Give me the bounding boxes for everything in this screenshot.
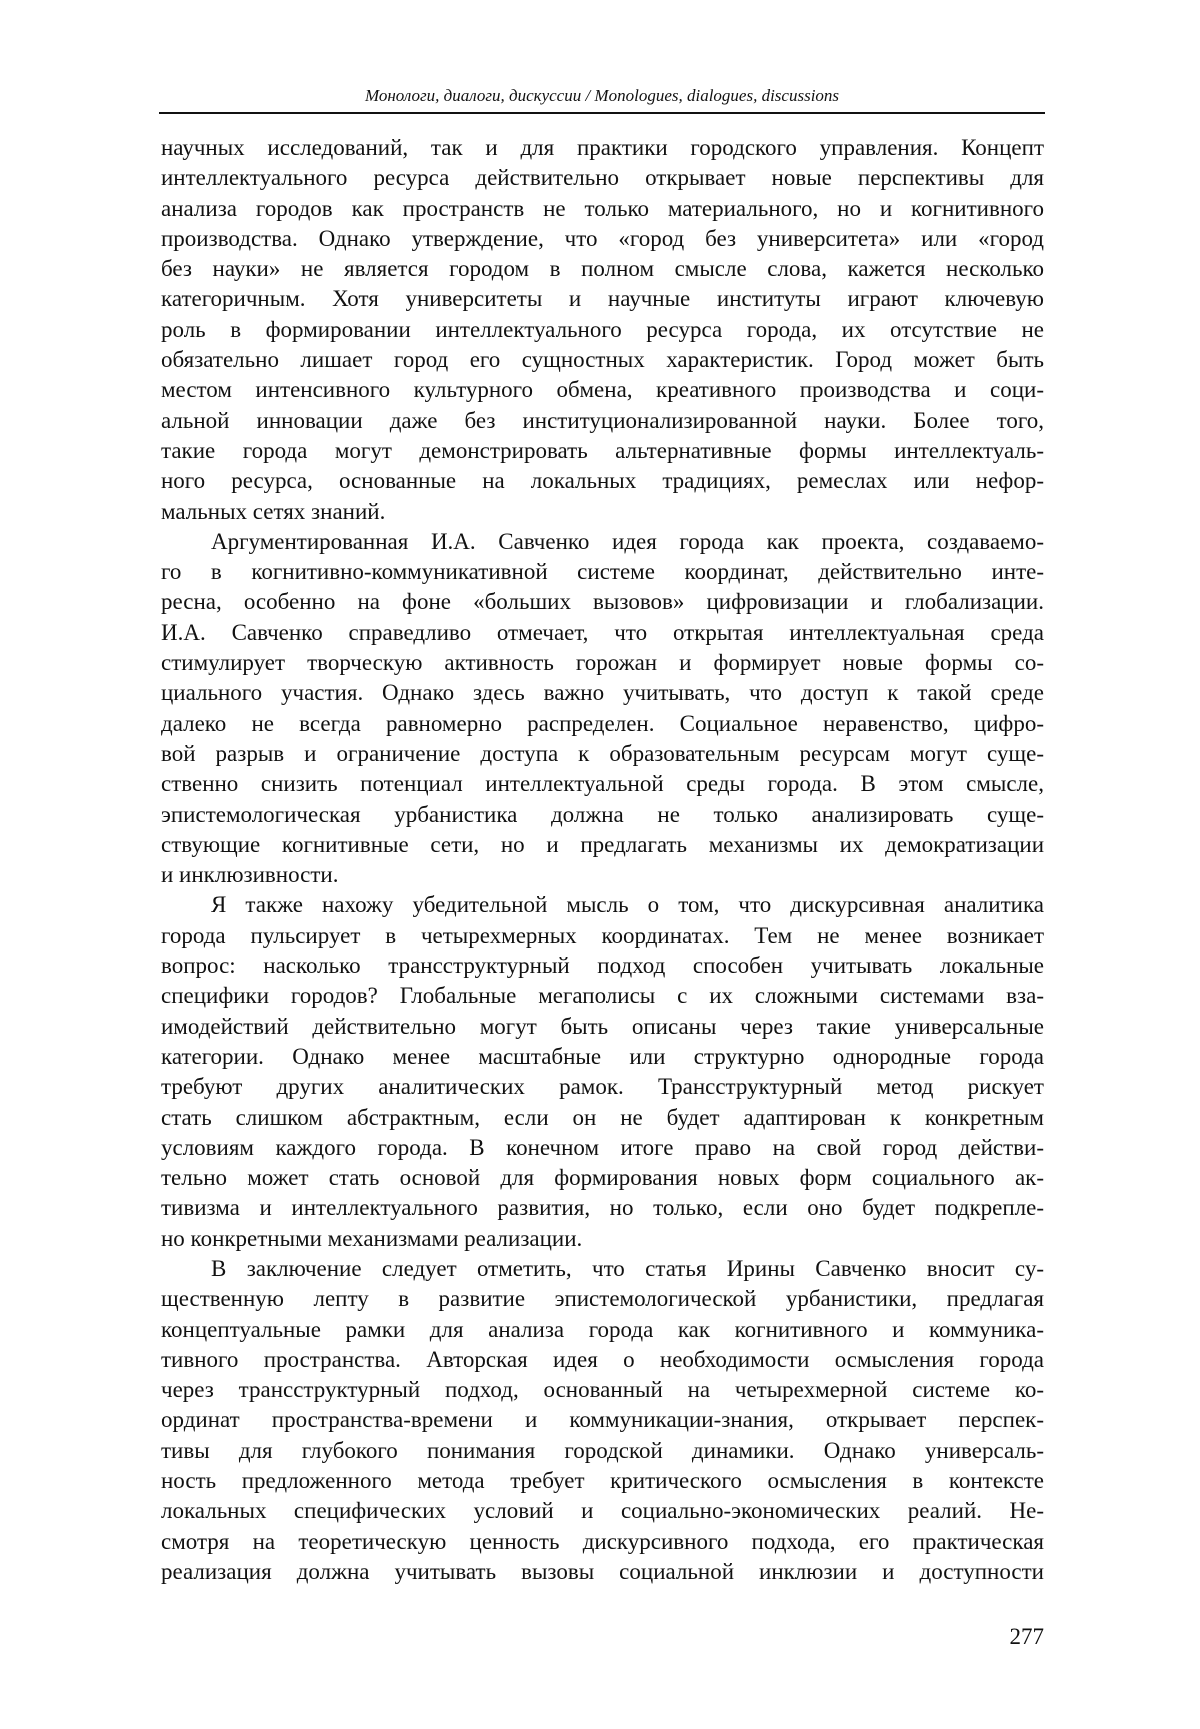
text-line: условиям каждого города. В конечном итоге право на свой город действи- bbox=[161, 1134, 1044, 1160]
text-line: тельно может стать основой для формирования новых форм социального ак- bbox=[161, 1165, 1044, 1191]
text-line: местом интенсивного культурного обмена, креативного производства и соци- bbox=[161, 377, 1044, 403]
text-line: через трансструктурный подход, основанный на четырехмерной системе ко- bbox=[161, 1377, 1044, 1403]
text-line: без науки» не является городом в полном смысле слова, кажется несколько bbox=[161, 256, 1044, 282]
text-line: ординат пространства-времени и коммуникации-знания, открывает перспек- bbox=[161, 1407, 1044, 1433]
text-line: ного ресурса, основанные на локальных традициях, ремеслах или нефор- bbox=[161, 468, 1044, 494]
text-line: Аргументированная И.А. Савченко идея города как проекта, создаваемо- bbox=[211, 528, 1044, 554]
text-line: ствующие когнитивные сети, но и предлагать механизмы их демократизации bbox=[161, 831, 1044, 857]
running-header: Монологи, диалоги, дискуссии / Monologues, dialogues, discussions bbox=[364, 86, 840, 105]
text-line: тивного пространства. Авторская идея о необходимости осмысления города bbox=[161, 1346, 1044, 1372]
text-line: категоричным. Хотя университеты и научные институты играют ключевую bbox=[161, 286, 1044, 312]
text-line: имодействий действительно могут быть описаны через такие универсальные bbox=[161, 1013, 1044, 1039]
text-line: В заключение следует отметить, что статья Ирины Савченко вносит су- bbox=[211, 1255, 1044, 1281]
page-number: 277 bbox=[1009, 1624, 1044, 1649]
text-line: категории. Однако менее масштабные или структурно однородные города bbox=[161, 1043, 1044, 1069]
paragraph bbox=[161, 527, 1044, 891]
text-line: но конкретными механизмами реализации. bbox=[161, 1225, 583, 1251]
text-line: стать слишком абстрактным, если он не будет адаптирован к конкретным bbox=[161, 1104, 1044, 1130]
text-line: обязательно лишает город его сущностных характеристик. Город может быть bbox=[161, 347, 1044, 373]
text-line: ственно снизить потенциал интеллектуальной среды города. В этом смысле, bbox=[161, 771, 1044, 797]
article-body bbox=[161, 133, 1044, 1587]
text-line: вопрос: насколько трансструктурный подход способен учитывать локальные bbox=[161, 953, 1044, 979]
text-line: научных исследований, так и для практики городского управления. Концепт bbox=[161, 135, 1044, 160]
text-line: эпистемологическая урбанистика должна не только анализировать суще- bbox=[161, 801, 1044, 827]
text-line: смотря на теоретическую ценность дискурсивного подхода, его практическая bbox=[161, 1528, 1044, 1554]
text-line: ность предложенного метода требует критического осмысления в контексте bbox=[161, 1468, 1044, 1494]
text-line: локальных специфических условий и социально-экономических реалий. Не- bbox=[161, 1498, 1044, 1524]
paragraph bbox=[161, 890, 1044, 1254]
paragraph bbox=[161, 133, 1044, 527]
text-line: такие города могут демонстрировать альтернативные формы интеллектуаль- bbox=[161, 437, 1044, 463]
text-line: анализа городов как пространств не только материального, но и когнитивного bbox=[161, 195, 1044, 221]
text-line: го в когнитивно-коммуникативной системе координат, действительно инте- bbox=[161, 559, 1044, 585]
text-line: щественную лепту в развитие эпистемологической урбанистики, предлагая bbox=[161, 1286, 1044, 1312]
text-line: и инклюзивности. bbox=[161, 862, 339, 888]
text-line: альной инновации даже без институционализированной науки. Более того, bbox=[161, 407, 1044, 433]
text-line: роль в формировании интеллектуального ресурса города, их отсутствие не bbox=[161, 316, 1044, 342]
text-line: вой разрыв и ограничение доступа к образовательным ресурсам могут суще- bbox=[161, 740, 1044, 766]
text-line: циального участия. Однако здесь важно учитывать, что доступ к такой среде bbox=[161, 680, 1044, 706]
text-line: стимулирует творческую активность горожан и формирует новые формы со- bbox=[161, 650, 1044, 676]
paragraph bbox=[161, 1254, 1044, 1587]
text-line: концептуальные рамки для анализа города как когнитивного и коммуника- bbox=[161, 1316, 1044, 1342]
text-line: реализация должна учитывать вызовы социальной инклюзии и доступности bbox=[161, 1558, 1044, 1584]
text-line: тивизма и интеллектуального развития, но только, если оно будет подкрепле- bbox=[161, 1195, 1044, 1221]
header-rule bbox=[159, 112, 1045, 114]
text-line: И.А. Савченко справедливо отмечает, что открытая интеллектуальная среда bbox=[161, 619, 1044, 645]
text-line: требуют других аналитических рамок. Трансструктурный метод рискует bbox=[161, 1074, 1044, 1100]
text-line: ресна, особенно на фоне «больших вызовов» цифровизации и глобализации. bbox=[161, 589, 1044, 615]
text-line: специфики городов? Глобальные мегаполисы с их сложными системами вза- bbox=[161, 983, 1044, 1009]
text-line: производства. Однако утверждение, что «город без университета» или «город bbox=[161, 225, 1044, 251]
text-line: тивы для глубокого понимания городской динамики. Однако универсаль- bbox=[161, 1437, 1044, 1463]
text-line: далеко не всегда равномерно распределен. Социальное неравенство, цифро- bbox=[161, 710, 1044, 736]
text-line: города пульсирует в четырехмерных координатах. Тем не менее возникает bbox=[161, 922, 1044, 948]
text-line: мальных сетях знаний. bbox=[161, 498, 386, 524]
text-line: интеллектуального ресурса действительно открывает новые перспективы для bbox=[161, 165, 1044, 191]
text-line: Я также нахожу убедительной мысль о том, что дискурсивная аналитика bbox=[211, 892, 1044, 918]
